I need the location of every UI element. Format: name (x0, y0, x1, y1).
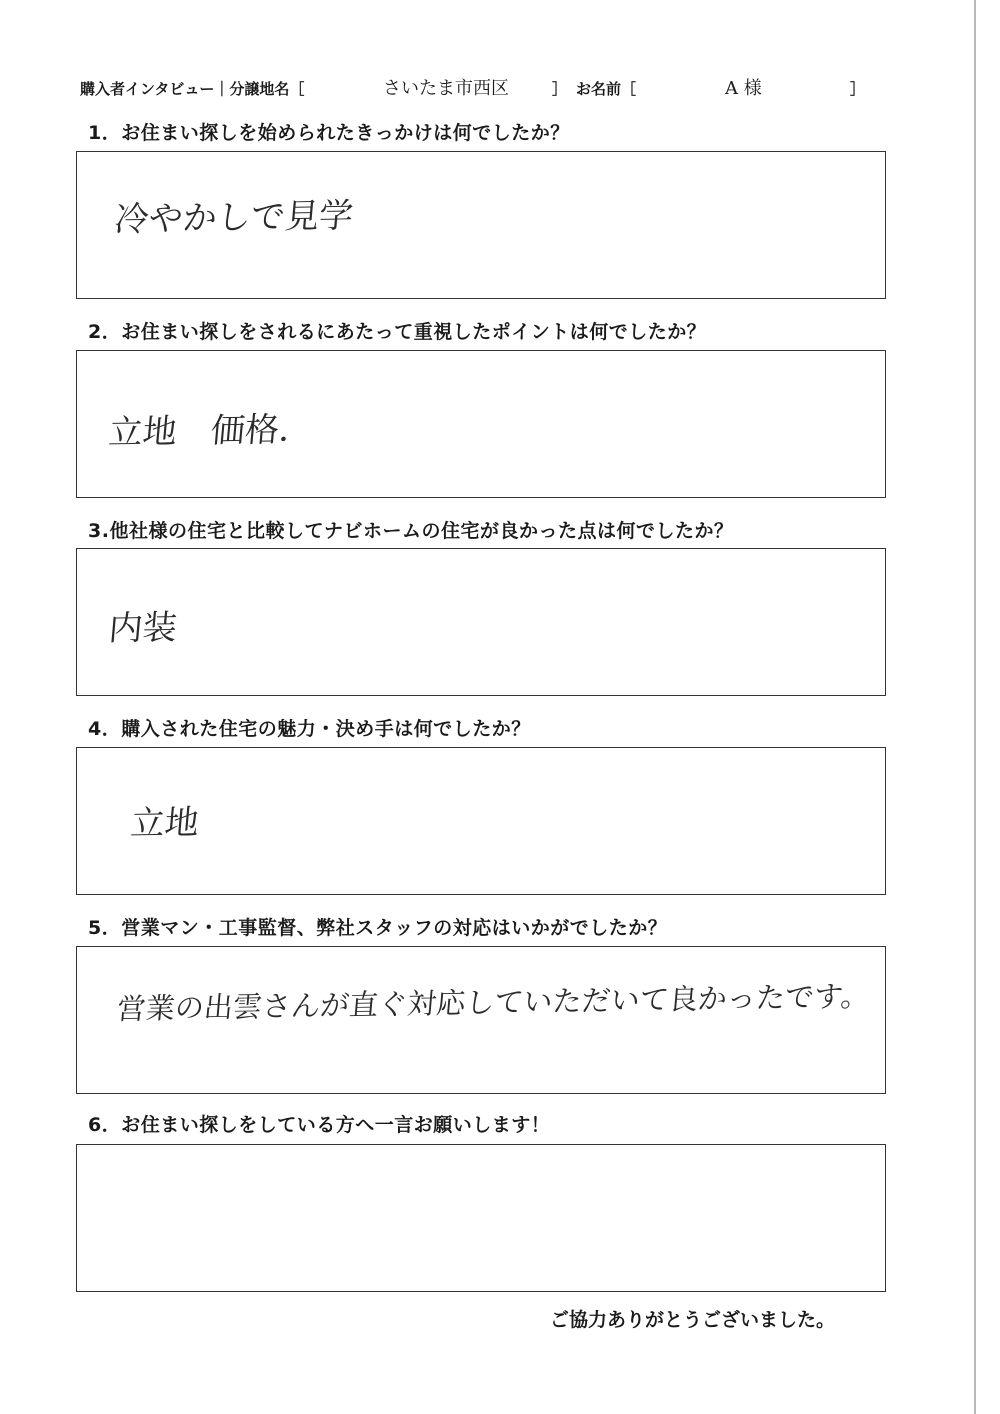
question-1-title: 1．お住まい探しを始められたきっかけは何でしたか？ (88, 122, 570, 144)
question-5-answer-box (76, 946, 886, 1094)
question-3-title: 3.他社様の住宅と比較してナビホームの住宅が良かった点は何でしたか？ (88, 520, 734, 542)
name-label: お名前［ (576, 80, 637, 98)
bracket-close-2: ］ (850, 80, 866, 98)
question-4-answer: 立地 (128, 802, 201, 844)
question-2-title: 2．お住まい探しをされるにあたって重視したポイントは何でしたか？ (88, 321, 707, 343)
bracket-close-1: ］ (552, 80, 568, 98)
thank-you-note: ご協力ありがとうございました。 (550, 1309, 836, 1331)
question-1-answer: 冷やかしで見学 (112, 195, 355, 240)
question-4-answer-box (76, 747, 886, 895)
question-5-title: 5．営業マン・工事監督、弊社スタッフの対応はいかがでしたか？ (88, 917, 668, 939)
question-4-title: 4．購入された住宅の魅力・決め手は何でしたか？ (88, 718, 531, 740)
question-2-answer-box (76, 350, 886, 498)
question-5-answer: 営業の出雲さんが直ぐ対応していただいて良かったです。 (115, 978, 872, 1026)
development-name: さいたま市西区 (383, 78, 509, 99)
scan-edge-line (974, 0, 976, 1414)
question-6-answer-box (76, 1144, 886, 1292)
question-3-answer: 内装 (106, 607, 179, 649)
question-6-title: 6．お住まい探しをしている方へ一言お願いします！ (88, 1114, 551, 1136)
form-header (80, 74, 880, 102)
question-1-answer-box (76, 151, 886, 299)
question-3-answer-box (76, 548, 886, 696)
header-label: 購入者インタビュー｜分譲地名［ (80, 80, 305, 98)
question-2-answer: 立地 価格． (106, 409, 315, 453)
customer-name: A 様 (725, 78, 762, 99)
